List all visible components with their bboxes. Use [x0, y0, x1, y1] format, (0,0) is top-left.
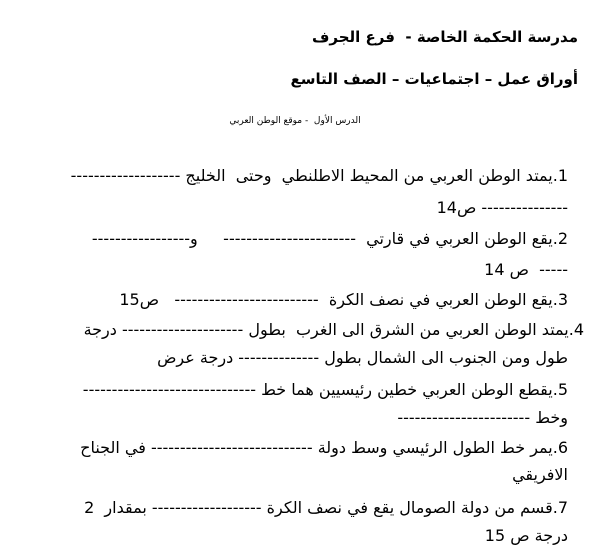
question-4-line-2: طول ومن الجنوب الى الشمال بطول -------------- درجة عرض: [157, 348, 568, 367]
lesson-title: الدرس الأول - موقع الوطن العربي: [229, 116, 361, 126]
question-6-line-2: الافريقي: [512, 465, 568, 484]
question-5-line-1: 5.يقطع الوطن العربي خطين رئيسيين هما خط ------------------------------: [82, 380, 568, 399]
question-2-line-1: 2.يقع الوطن العربي في قارتي ----------------------- و-----------------: [91, 229, 568, 248]
question-2-line-2: ----- ص 14: [484, 260, 568, 279]
question-7-line-1: 7.قسم من دولة الصومال يقع في نصف الكرة ------------------- بمقدار 2: [84, 498, 568, 517]
question-1-line-1: 1.يمتد الوطن العربي من المحيط الاطلنطي وحتى الخليج -------------------: [70, 166, 568, 185]
question-3-line-1: 3.يقع الوطن العربي في نصف الكرة ------------------------- ص15: [119, 290, 568, 309]
school-name: مدرسة الحكمة الخاصة - فرع الجرف: [311, 28, 578, 46]
question-7-line-2: درجة ص 15: [484, 526, 568, 545]
question-1-line-2: --------------- ص14: [436, 198, 568, 217]
question-6-line-1: 6.يمر خط الطول الرئيسي وسط دولة ---------------------------- في الجناح: [80, 438, 568, 457]
question-4-line-1: 4.يمتد الوطن العربي من الشرق الى الغرب بطول --------------------- درجة: [83, 320, 584, 339]
worksheet-subtitle: أوراق عمل – اجتماعيات – الصف التاسع: [290, 70, 578, 88]
question-5-line-2: وخط -----------------------: [397, 408, 568, 427]
